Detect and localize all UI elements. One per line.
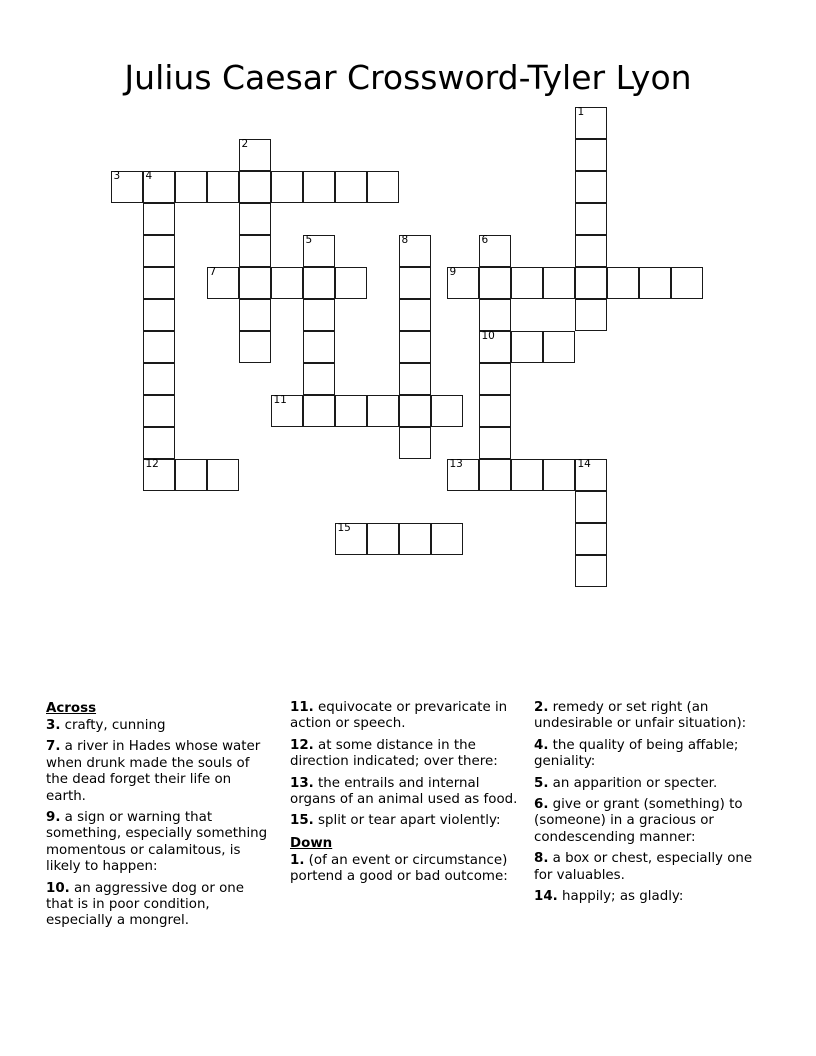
crossword-cell[interactable] — [207, 459, 239, 491]
crossword-cell[interactable] — [239, 331, 271, 363]
clue-down-14 — [534, 889, 766, 905]
crossword-cell[interactable] — [239, 235, 271, 267]
clue-across-3 — [46, 718, 274, 734]
down-heading: Down — [290, 835, 333, 851]
clue-number: 6. — [534, 797, 549, 813]
crossword-cell[interactable] — [575, 555, 607, 587]
clue-down-8 — [534, 851, 766, 884]
clue-text: remedy or set right (an undesirable or unfair situation): — [534, 700, 747, 732]
clue-down-4 — [534, 738, 766, 771]
clue-number: 7. — [46, 739, 61, 755]
crossword-cell[interactable] — [175, 171, 207, 203]
cell-number-11: 11 — [273, 394, 287, 406]
crossword-cell[interactable] — [367, 171, 399, 203]
cell-number-12: 12 — [145, 458, 159, 470]
clue-number: 12. — [290, 737, 314, 753]
clue-number: 13. — [290, 775, 314, 791]
cell-number-6: 6 — [481, 234, 489, 246]
cell-number-1: 1 — [577, 106, 585, 118]
crossword-cell[interactable] — [543, 267, 575, 299]
crossword-cell[interactable] — [335, 395, 367, 427]
clue-number: 1. — [290, 852, 305, 868]
clue-across-13 — [290, 776, 518, 809]
clues-column-2 — [290, 700, 518, 891]
clues-column-1 — [46, 700, 274, 935]
crossword-cell[interactable] — [207, 171, 239, 203]
clue-across-9 — [46, 810, 274, 876]
clue-across-7 — [46, 739, 274, 805]
clue-text: an aggressive dog or one that is in poor condition, especially a mongrel. — [46, 880, 245, 929]
cell-number-2: 2 — [241, 138, 249, 150]
crossword-cell[interactable] — [303, 171, 335, 203]
crossword-cell[interactable] — [399, 299, 431, 331]
crossword-cell[interactable] — [575, 139, 607, 171]
clue-text: give or grant (something) to (someone) in a gracious or condescending manner: — [534, 797, 743, 845]
clue-down-2 — [534, 700, 766, 733]
crossword-cell[interactable] — [479, 459, 511, 491]
clue-text: a box or chest, especially one for valuables. — [534, 851, 753, 883]
crossword-cell[interactable] — [239, 203, 271, 235]
crossword-cell[interactable] — [399, 331, 431, 363]
crossword-cell[interactable] — [143, 267, 175, 299]
cell-number-5: 5 — [305, 234, 313, 246]
crossword-cell[interactable] — [479, 363, 511, 395]
crossword-cell[interactable] — [239, 171, 271, 203]
crossword-cell[interactable] — [447, 459, 479, 491]
crossword-cell[interactable] — [303, 267, 335, 299]
crossword-cell[interactable] — [271, 395, 303, 427]
clues-column-3 — [534, 700, 766, 910]
crossword-cell[interactable] — [399, 235, 431, 267]
clue-number: 5. — [534, 775, 549, 791]
crossword-cell[interactable] — [575, 235, 607, 267]
crossword-cell[interactable] — [511, 331, 543, 363]
crossword-cell[interactable] — [399, 523, 431, 555]
crossword-cell[interactable] — [431, 395, 463, 427]
clue-number: 11. — [290, 700, 314, 715]
clue-text: the quality of being affable; geniality: — [534, 737, 739, 770]
crossword-cell[interactable] — [335, 171, 367, 203]
clue-text: a sign or warning that something, especially something momentous or calamitous, is likely to happen: — [46, 810, 268, 875]
across-heading: Across — [46, 701, 97, 716]
cell-number-10: 10 — [481, 330, 495, 342]
cell-number-14: 14 — [577, 458, 591, 470]
cell-number-13: 13 — [449, 458, 463, 470]
crossword-cell[interactable] — [335, 523, 367, 555]
cell-number-4: 4 — [145, 170, 153, 182]
clue-down-5 — [534, 776, 766, 792]
crossword-cell[interactable] — [239, 267, 271, 299]
crossword-cell[interactable] — [271, 267, 303, 299]
clue-down-1 — [290, 853, 518, 886]
clue-text: happily; as gladly: — [562, 889, 684, 905]
crossword-cell[interactable] — [479, 427, 511, 459]
crossword-cell[interactable] — [399, 427, 431, 459]
clue-text: at some distance in the direction indicated; over there: — [290, 737, 498, 770]
cell-number-7: 7 — [209, 266, 217, 278]
cell-number-3: 3 — [113, 170, 121, 182]
clue-text: split or tear apart violently: — [318, 813, 501, 829]
crossword-cell[interactable] — [367, 523, 399, 555]
clue-number: 9. — [46, 810, 61, 826]
clue-text: equivocate or prevaricate in action or speech. — [290, 700, 508, 732]
clue-number: 14. — [534, 889, 558, 905]
page-title: Julius Caesar Crossword-Tyler Lyon — [124, 58, 692, 98]
crossword-cell[interactable] — [207, 267, 239, 299]
crossword-cell[interactable] — [575, 107, 607, 139]
crossword-cell[interactable] — [143, 331, 175, 363]
crossword-cell[interactable] — [575, 491, 607, 523]
cell-number-15: 15 — [337, 522, 351, 534]
clue-text: a river in Hades whose water when drunk made the souls of the dead forget their life on earth. — [46, 739, 261, 804]
clue-text: an apparition or specter. — [552, 775, 718, 791]
crossword-cell[interactable] — [175, 459, 207, 491]
clue-number: 10. — [46, 880, 70, 896]
crossword-cell[interactable] — [143, 171, 175, 203]
crossword-cell[interactable] — [479, 331, 511, 363]
crossword-cell[interactable] — [367, 395, 399, 427]
crossword-cell[interactable] — [511, 459, 543, 491]
crossword-cell[interactable] — [575, 523, 607, 555]
crossword-cell[interactable] — [143, 299, 175, 331]
crossword-cell[interactable] — [431, 523, 463, 555]
crossword-cell[interactable] — [335, 267, 367, 299]
crossword-cell[interactable] — [479, 235, 511, 267]
crossword-cell[interactable] — [575, 459, 607, 491]
crossword-cell[interactable] — [575, 171, 607, 203]
cell-number-9: 9 — [449, 266, 457, 278]
crossword-cell[interactable] — [479, 395, 511, 427]
crossword-cell[interactable] — [575, 203, 607, 235]
crossword-cell[interactable] — [303, 299, 335, 331]
crossword-cell[interactable] — [111, 171, 143, 203]
clue-text: crafty, cunning — [64, 718, 166, 733]
clue-across-12 — [290, 738, 518, 771]
crossword-cell[interactable] — [143, 203, 175, 235]
crossword-cell[interactable] — [447, 267, 479, 299]
crossword-cell[interactable] — [543, 331, 575, 363]
clue-across-15 — [290, 813, 518, 829]
crossword-cell[interactable] — [303, 395, 335, 427]
crossword-cell[interactable] — [511, 267, 543, 299]
crossword-cell[interactable] — [239, 299, 271, 331]
crossword-cell[interactable] — [479, 267, 511, 299]
clue-text: the entrails and internal organs of an animal used as food. — [290, 775, 518, 808]
crossword-cell[interactable] — [143, 235, 175, 267]
clue-number: 8. — [534, 851, 549, 867]
crossword-cell[interactable] — [575, 267, 607, 299]
crossword-cell[interactable] — [239, 139, 271, 171]
clue-text: (of an event or circumstance) portend a good or bad outcome: — [290, 852, 508, 885]
crossword-cell[interactable] — [639, 267, 671, 299]
clue-number: 3. — [46, 718, 61, 733]
crossword-cell[interactable] — [607, 267, 639, 299]
crossword-cell[interactable] — [575, 299, 607, 331]
crossword-cell[interactable] — [399, 363, 431, 395]
crossword-cell[interactable] — [479, 299, 511, 331]
clues-section — [46, 700, 770, 970]
crossword-cell[interactable] — [143, 459, 175, 491]
clue-down-6 — [534, 797, 766, 846]
cell-number-8: 8 — [401, 234, 409, 246]
clue-across-11 — [290, 700, 518, 733]
crossword-cell[interactable] — [399, 395, 431, 427]
crossword-cell[interactable] — [143, 395, 175, 427]
crossword-cell[interactable] — [143, 427, 175, 459]
clue-number: 15. — [290, 813, 314, 829]
crossword-cell[interactable] — [543, 459, 575, 491]
crossword-cell[interactable] — [303, 235, 335, 267]
crossword-cell[interactable] — [143, 363, 175, 395]
crossword-cell[interactable] — [399, 267, 431, 299]
clue-across-10 — [46, 881, 274, 930]
crossword-cell[interactable] — [271, 171, 303, 203]
clue-number: 4. — [534, 737, 549, 753]
clue-number: 2. — [534, 700, 549, 715]
crossword-cell[interactable] — [303, 363, 335, 395]
crossword-cell[interactable] — [671, 267, 703, 299]
crossword-cell[interactable] — [303, 331, 335, 363]
